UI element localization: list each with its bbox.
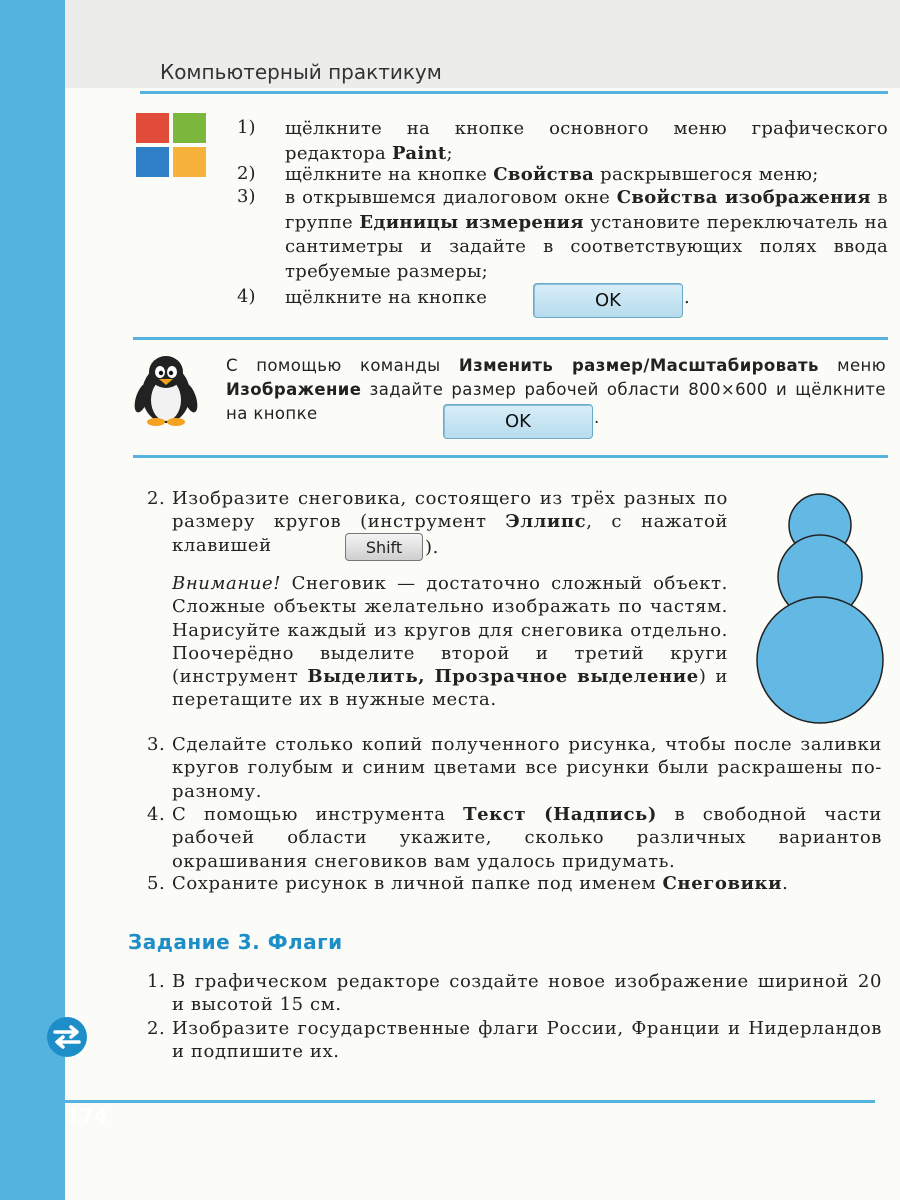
ok-button[interactable]: OK bbox=[443, 404, 593, 439]
penguin-note-text: С помощью команды Изменить размер/Масштабировать меню Изображение задайте размер рабочей области 800×600 и щёлкните на кнопке bbox=[226, 356, 886, 423]
task3-item-1: В графическом редакторе создайте новое изображение шириной 20 и высотой 15 см. bbox=[172, 971, 882, 1016]
list-number: 1. bbox=[147, 971, 166, 992]
snowman-base bbox=[757, 597, 883, 723]
section-divider bbox=[133, 337, 888, 340]
task3-item-2: Изобразите государственные флаги России, Франции и Нидерландов и подпишите их. bbox=[172, 1018, 882, 1063]
list-number: 5. bbox=[147, 873, 166, 894]
step-3-text: в открывшемся диалоговом окне Свойства изображения в группе Единицы измерения установите переключатель на сантиметры и задайте в соответствующих полях ввода требуемые размеры; bbox=[285, 187, 889, 282]
step-4-text: щёлкните на кнопке bbox=[285, 287, 488, 308]
list-number: 4. bbox=[147, 804, 166, 825]
footer-divider bbox=[65, 1100, 875, 1103]
list-number: 2. bbox=[147, 1018, 166, 1039]
step-1-text: щёлкните на кнопке основного меню графического редактора Paint; bbox=[285, 118, 888, 164]
page-number: 174 bbox=[66, 1104, 108, 1128]
page-header-title: Компьютерный практикум bbox=[160, 60, 442, 84]
shift-key: Shift bbox=[345, 533, 423, 561]
step-number: 2) bbox=[237, 163, 256, 184]
step-number: 3) bbox=[237, 186, 256, 207]
task2-item-3: Сделайте столько копий полученного рисунка, чтобы после заливки кругов голубым и синим цветами все рисунки были раскрашены по-разному. bbox=[172, 734, 882, 802]
snowman-illustration bbox=[755, 490, 885, 725]
windows-logo-icon bbox=[136, 113, 208, 177]
list-number: 3. bbox=[147, 734, 166, 755]
task2-item-4: С помощью инструмента Текст (Надпись) в свободной части рабочей области укажите, сколько различных вариантов окрашивания снеговиков вам удалось придумать. bbox=[172, 804, 882, 872]
task2-item-2-end: ). bbox=[425, 537, 439, 558]
ok-button[interactable]: OK bbox=[533, 283, 683, 318]
penguin-note-period: . bbox=[594, 408, 600, 427]
attention-note: Внимание! Снеговик — достаточно сложный объект. Сложные объекты желательно изображать по частям. Нарисуйте каждый из кругов для снеговика отдельно. Поочерёдно выделите второй и третий круги (инструмент Выделить, Прозрачное выделение) и перетащите их в нужные места. bbox=[172, 573, 728, 711]
penguin-icon bbox=[133, 352, 199, 426]
task2-item-2: Изобразите снеговика, состоящего из трёх разных по размеру кругов (инструмент Эллипс, с нажатой клавишей bbox=[172, 488, 728, 556]
list-number: 2. bbox=[147, 488, 166, 509]
step-2-text: щёлкните на кнопке Свойства раскрывшегося меню; bbox=[285, 164, 819, 185]
section-divider bbox=[133, 455, 888, 458]
step-number: 4) bbox=[237, 286, 256, 307]
task3-title: Задание 3. Флаги bbox=[128, 930, 343, 954]
header-divider bbox=[140, 91, 888, 94]
swap-arrows-icon bbox=[46, 1016, 88, 1058]
step-number: 1) bbox=[237, 117, 256, 138]
task2-item-5: Сохраните рисунок в личной папке под именем Снеговики. bbox=[172, 873, 789, 894]
step-4-period: . bbox=[684, 287, 691, 308]
